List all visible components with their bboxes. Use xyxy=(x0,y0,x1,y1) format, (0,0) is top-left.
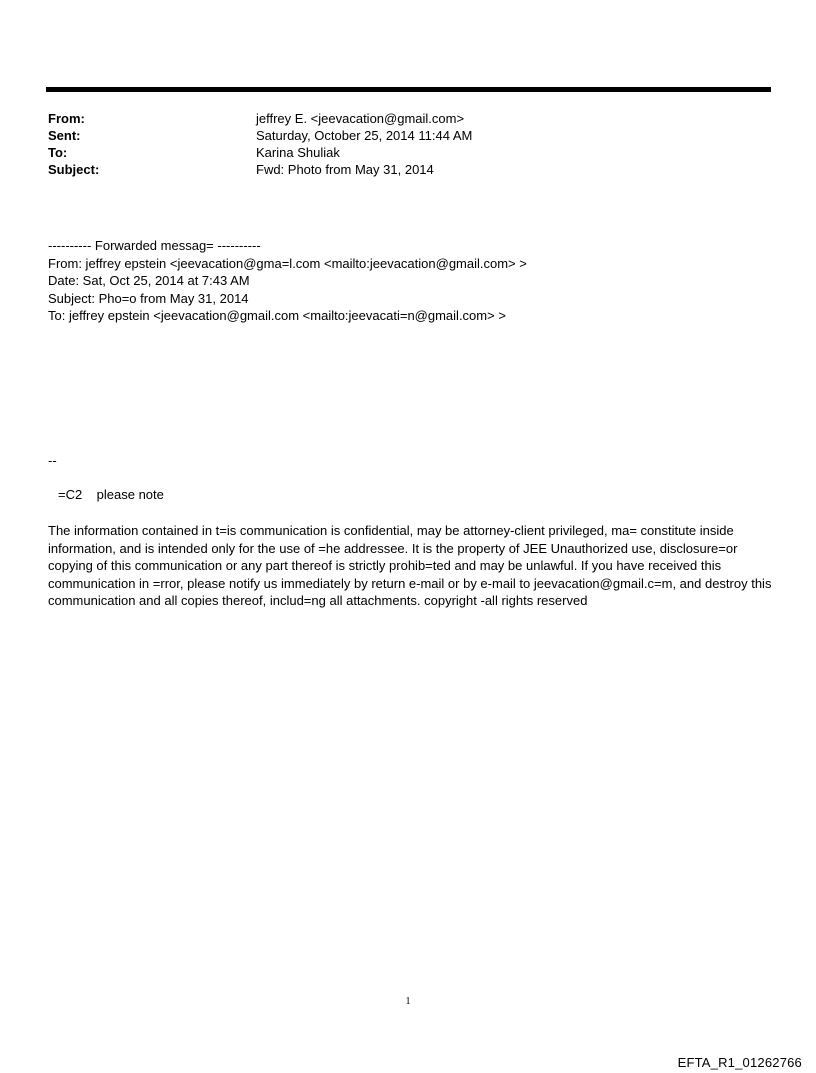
forwarded-divider: ---------- Forwarded messag= ---------- xyxy=(48,238,261,253)
from-value: jeffrey E. <jeevacation@gmail.com> xyxy=(256,111,465,126)
forwarded-subject: Subject: Pho=o from May 31, 2014 xyxy=(48,290,249,306)
forwarded-date: Date: Sat, Oct 25, 2014 at 7:43 AM xyxy=(48,273,250,288)
to-value: Karina Shuliak xyxy=(256,145,340,160)
confidentiality-disclaimer: The information contained in t=is communication is confidential, may be attorney-client privileged, ma= constitute inside information, and is intended only for the use of =he addressee. It is the property of JEE Unauthorized use, disclosure=or copying of this communication or any part thereof is strictly prohib=ted and may be unlawful. If you have received this communication in =rror, please notify us immediately by return e-mail or by e-mail to jeevacation@gmail.c=m, and destroy this communication and all copies thereof, includ=ng all attachments. copyright -all rights reserved xyxy=(48,523,772,608)
sent-value: Saturday, October 25, 2014 11:44 AM xyxy=(256,128,473,143)
signature-separator: -- xyxy=(48,453,57,468)
document-id: EFTA_R1_01262766 xyxy=(677,1055,802,1070)
header-to-row xyxy=(48,144,748,161)
subject-value: Fwd: Photo from May 31, 2014 xyxy=(256,162,434,177)
page-number: 1 xyxy=(405,996,411,1007)
to-label: To: xyxy=(48,145,68,160)
forwarded-to: To: jeffrey epstein <jeevacation@gmail.com <mailto:jeevacati=n@gmail.com> > xyxy=(48,308,506,323)
email-header xyxy=(48,110,748,178)
signature-note: =C2 please note xyxy=(58,487,164,502)
header-sent-row xyxy=(48,127,748,144)
header-from-row xyxy=(48,110,748,127)
forwarded-message-block xyxy=(48,237,768,325)
header-divider xyxy=(46,87,771,92)
header-subject-row xyxy=(48,161,748,178)
subject-label: Subject: xyxy=(48,162,100,177)
forwarded-from: From: jeffrey epstein <jeevacation@gma=l.com <mailto:jeevacation@gmail.com> > xyxy=(48,255,527,271)
sent-label: Sent: xyxy=(48,128,81,143)
from-label: From: xyxy=(48,111,85,126)
